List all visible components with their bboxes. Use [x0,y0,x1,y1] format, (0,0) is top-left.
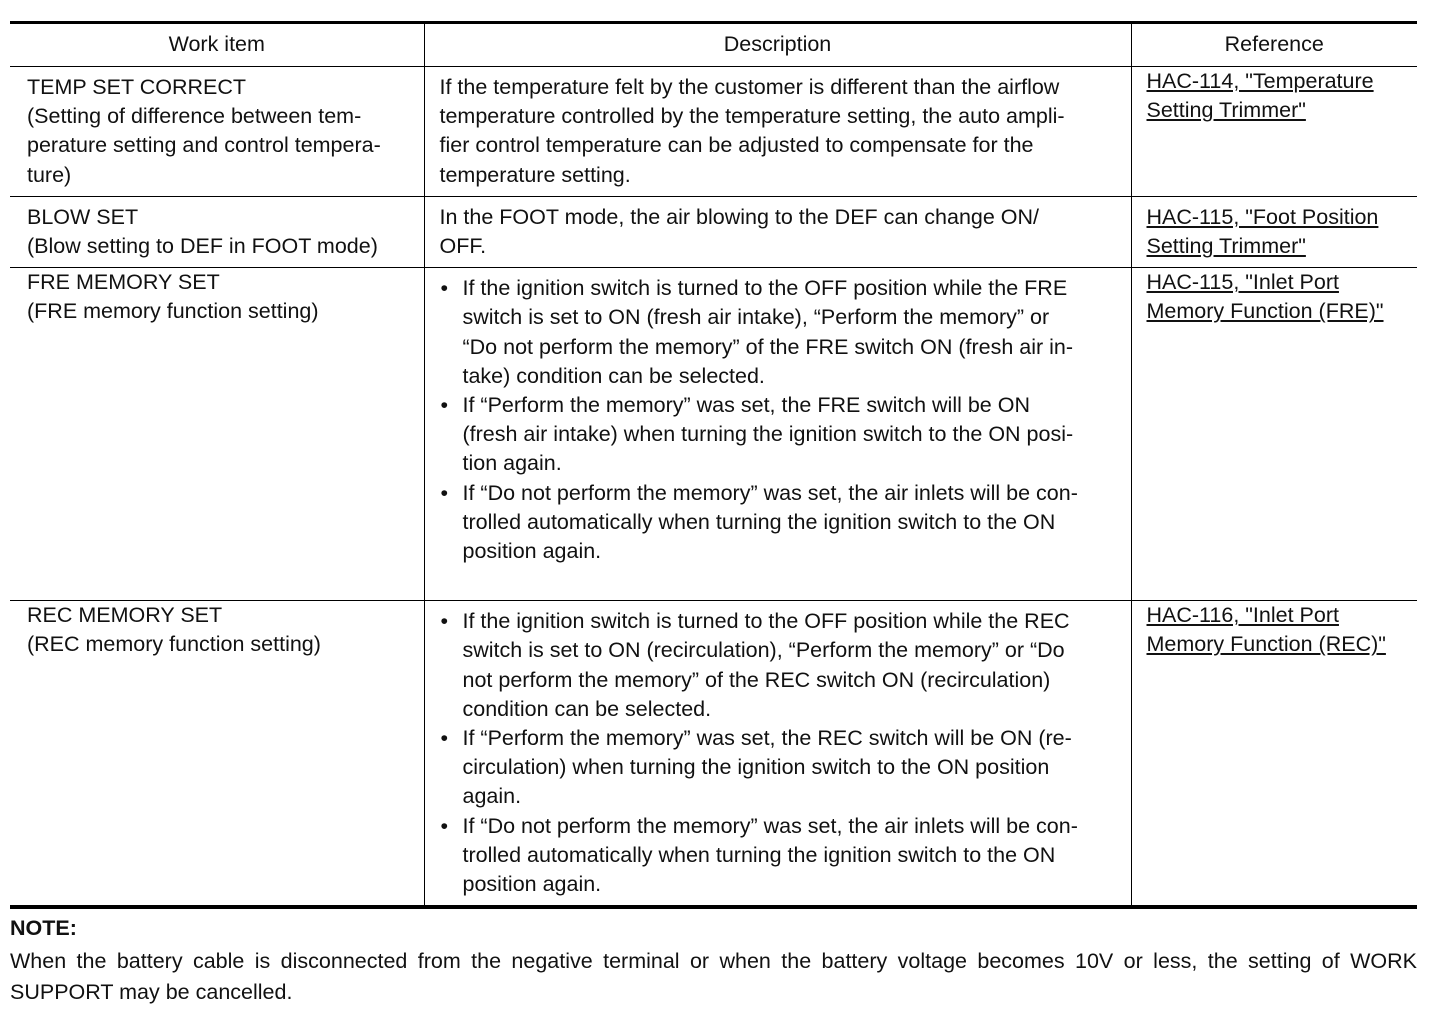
table-row [10,196,1417,267]
bullet-line: circulation) when turning the ignition switch to the ON position [462,755,1050,780]
description-bullet-list [440,607,1123,899]
description-cell [424,67,1131,197]
work-item-detail: (REC memory function setting) [27,632,321,657]
bullet-line: not perform the memory” of the REC switch ON (recirculation) [462,667,1051,692]
description-text: temperature setting. [439,162,631,187]
note-section [10,913,1417,1008]
work-item-name: BLOW SET [27,204,139,229]
work-item-name: REC MEMORY SET [27,603,223,628]
table-row [10,67,1417,197]
work-item-detail: (Blow setting to DEF in FOOT mode) [27,234,378,259]
table-row [10,601,1417,908]
reference-link-text[interactable]: Setting Trimmer" [1146,234,1306,259]
work-item-detail: perature setting and control tempera- [27,133,381,158]
bullet-line: • If “Perform the memory” was set, the FRE switch will be ON [462,393,1030,418]
reference-link-text[interactable]: HAC-114, "Temperature [1146,69,1374,93]
bullet-line: position again. [462,872,602,897]
bullet-line: • If “Do not perform the memory” was set, the air inlets will be con- [462,813,1078,838]
bullet-line: “Do not perform the memory” of the FRE switch ON (fresh air in- [462,334,1074,359]
work-item-detail: (Setting of difference between tem- [27,104,362,129]
bullet-line: position again. [462,539,602,564]
header-reference: Reference [1131,23,1417,67]
reference-link-text[interactable]: Memory Function (FRE)" [1146,299,1384,324]
work-item-detail: ture) [27,162,72,187]
description-text: If the temperature felt by the customer is different than the airflow [439,75,1060,99]
bullet-line: • If “Perform the memory” was set, the REC switch will be ON (re- [462,726,1072,751]
description-cell [424,268,1131,601]
bullet-line: tion again. [462,451,562,476]
work-item-detail: (FRE memory function setting) [27,299,319,324]
reference-link-inlet-port-memory-fre[interactable] [1132,268,1418,326]
note-body: When the battery cable is disconnected from the negative terminal or when the battery voltage becomes 10V or less, the setting of WORK SUPPORT may be cancelled. [10,949,1417,1005]
work-item-cell [10,67,424,197]
work-item-name: FRE MEMORY SET [27,270,220,295]
bullet-line: switch is set to ON (recirculation), “Perform the memory” or “Do [462,638,1065,663]
reference-link-text[interactable]: HAC-116, "Inlet Port [1146,603,1339,628]
reference-link-text[interactable]: HAC-115, "Inlet Port [1146,270,1339,295]
bullet-line: condition can be selected. [462,696,712,721]
description-cell [424,196,1131,267]
bullet-line: (fresh air intake) when turning the ignition switch to the ON posi- [462,422,1074,447]
reference-link-temperature-setting-trimmer[interactable] [1132,67,1418,125]
work-item-cell [10,268,424,601]
table-header-row [10,23,1417,67]
bullet-line: trolled automatically when turning the ignition switch to the ON [462,842,1056,867]
description-cell [424,601,1131,908]
bullet-line: • If the ignition switch is turned to the OFF position while the FRE [462,276,1068,301]
description-bullet [440,607,1123,724]
bullet-line: switch is set to ON (fresh air intake), “Perform the memory” or [462,305,1050,330]
description-text: In the FOOT mode, the air blowing to the DEF can change ON/ [439,204,1040,229]
description-text: temperature controlled by the temperature setting, the auto ampli- [439,104,1065,129]
table-row [10,268,1417,601]
description-bullet [440,724,1123,812]
work-item-name: TEMP SET CORRECT [27,75,247,99]
reference-cell [1131,196,1417,267]
reference-link-foot-position-setting-trimmer[interactable] [1132,197,1418,267]
reference-link-text[interactable]: HAC-115, "Foot Position [1146,204,1379,229]
description-bullet [440,812,1123,900]
reference-cell [1131,601,1417,908]
reference-cell [1131,67,1417,197]
reference-link-inlet-port-memory-rec[interactable] [1132,601,1418,659]
work-item-cell [10,196,424,267]
header-work-item: Work item [10,23,424,67]
description-text: fier control temperature can be adjusted to compensate for the [439,133,1034,158]
reference-link-text[interactable]: Memory Function (REC)" [1146,632,1386,657]
work-support-table [10,21,1417,909]
bullet-line: • If the ignition switch is turned to the OFF position while the REC [462,609,1070,634]
bullet-line: trolled automatically when turning the ignition switch to the ON [462,509,1056,534]
reference-link-text[interactable]: Setting Trimmer" [1146,98,1306,123]
bullet-line: take) condition can be selected. [462,363,765,388]
bullet-line: • If “Do not perform the memory” was set, the air inlets will be con- [462,480,1078,505]
reference-cell [1131,268,1417,601]
description-bullet [440,274,1123,391]
note-heading: NOTE: [10,916,77,941]
header-description: Description [424,23,1131,67]
description-bullet [440,391,1123,479]
description-bullet-list [440,274,1123,566]
description-text: OFF. [439,234,487,259]
work-item-cell [10,601,424,908]
bullet-line: again. [462,784,522,809]
document-page [10,21,1417,1008]
description-bullet [440,479,1123,567]
